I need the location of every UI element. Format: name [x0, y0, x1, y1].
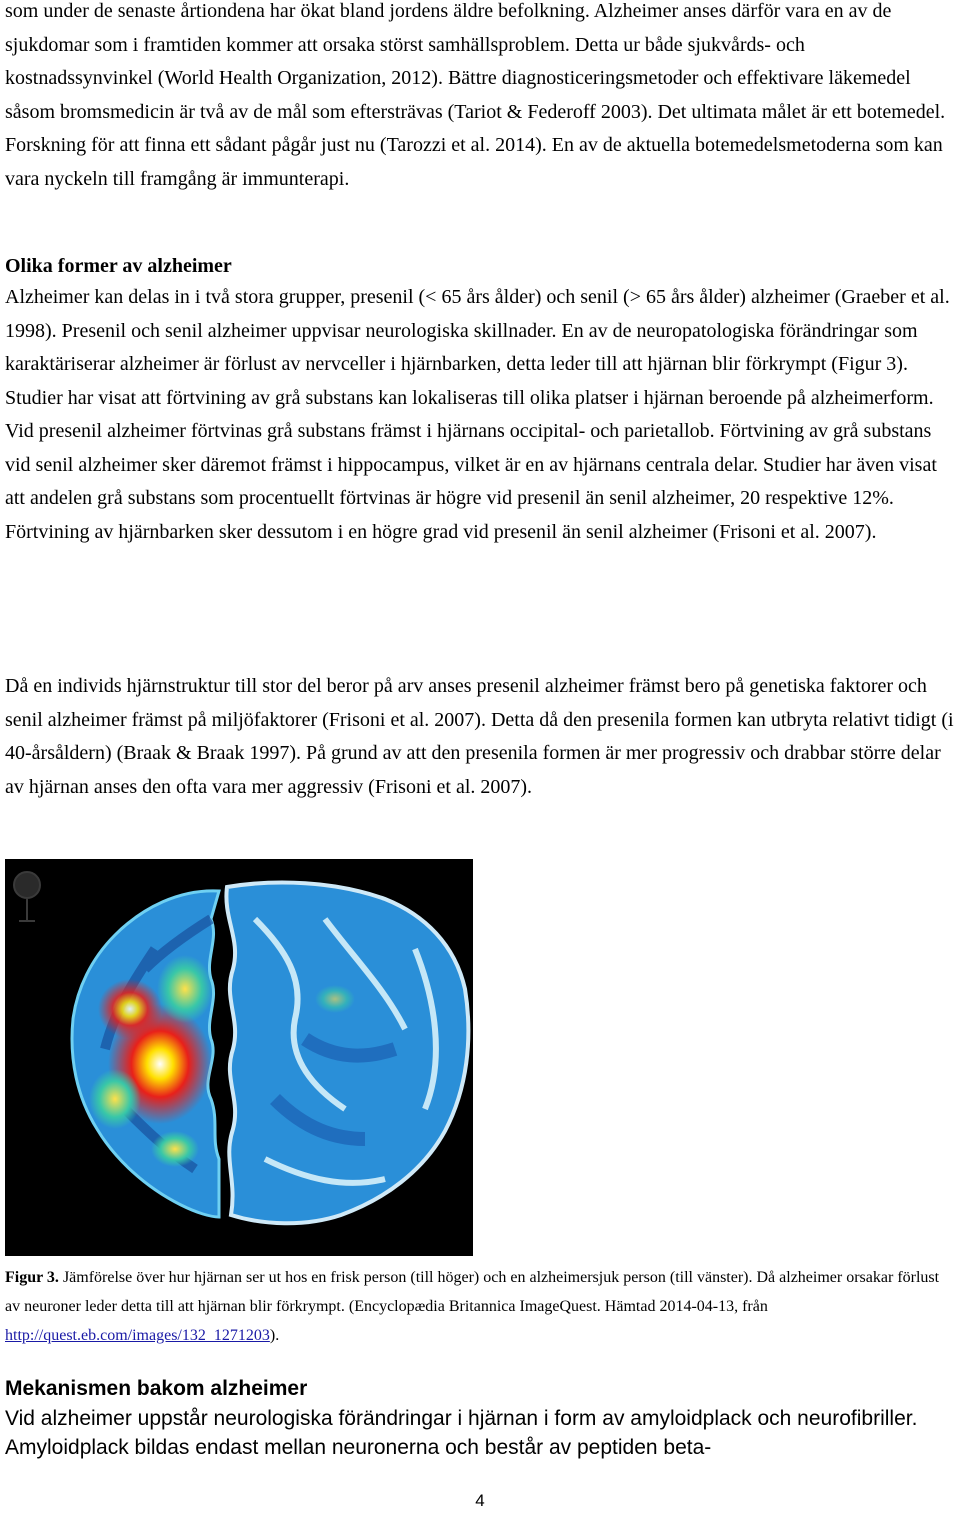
- paragraph-intro: som under de senaste årtiondena har ökat bland jordens äldre befolkning. Alzheimer anses därför vara en av de sjukdomar som i framtiden kommer att orsaka störst samhällsproblem. Detta ur både sjukvårds- och kostnadssynvinkel (World Health Organization, 2012). Bättre diagnosticeringsmetoder och effektivare läkemedel såsom bromsmedicin är två av de mål som eftersträvas (Tariot & Federoff 2003). Det ultimata målet är ett botemedel. Forskning för att finna ett sådant pågår just nu (Tarozzi et al. 2014). En av de aktuella botemedelsmetoderna som kan vara nyckeln till framgång är immunterapi.: [5, 0, 946, 190]
- brain-scan-image: [5, 859, 473, 1256]
- paragraph-mechanism: Vid alzheimer uppstår neurologiska förändringar i hjärnan i form av amyloidplack och neurofibriller. Amyloidplack bildas endast mellan neuronerna och består av peptiden beta-: [5, 1407, 918, 1459]
- figure-caption-text: Jämförelse över hur hjärnan ser ut hos en frisk person (till höger) och en alzheimersjuk person (till vänster). Då alzheimer orsakar förlust av neuroner leder detta till att hjärnan blir förkrympt. (Encyclopædia Britannica ImageQuest. Hämtad 2014-04-13, från: [5, 1269, 940, 1315]
- paragraph-forms: Alzheimer kan delas in i två stora grupper, presenil (< 65 års ålder) och senil (> 65 års ålder) alzheimer (Graeber et al. 1998). Presenil och senil alzheimer uppvisar neurologiska skillnader. En av de neuropatologiska förändringar som karaktäriserar alzheimer är förlust av nervceller i hjärnbarken, detta leder till att hjärnan blir förkrympt (Figur 3). Studier har visat att förtvining av grå substans kan lokaliseras till olika platser i hjärnan beroende på alzheimerform. Vid presenil alzheimer förtvinas grå substans främst i hjärnans occipital- och parietallob. Förtvining av grå substans vid senil alzheimer sker däremot främst i hippocampus, vilket är en av hjärnans centrala delar. Studier har även visat att andelen grå substans som procentuellt förtvinas är högre vid presenil än senil alzheimer, 20 respektive 12%. Förtvining av hjärnbarken sker dessutom i en högre grad vid presenil än senil alzheimer (Frisoni et al. 2007).: [5, 286, 950, 543]
- heading-forms: Olika former av alzheimer: [5, 255, 232, 277]
- figure-source-link[interactable]: http://quest.eb.com/images/132_1271203: [5, 1327, 270, 1344]
- page-number: 4: [475, 1491, 485, 1510]
- figure-caption-end: ).: [269, 1327, 280, 1344]
- heading-mechanism: Mekanismen bakom alzheimer: [5, 1377, 308, 1400]
- tree-logo: [14, 872, 40, 921]
- figure-label: Figur 3.: [5, 1269, 59, 1286]
- paragraph-genetics: Då en individs hjärnstruktur till stor del beror på arv anses presenil alzheimer främst bero på genetiska faktorer och senil alzheimer främst på miljöfaktorer (Frisoni et al. 2007). Detta då den presenila formen kan utbryta relativt tidigt (i 40-årsåldern) (Braak & Braak 1997). På grund av att den presenila formen är mer progressiv och drabbar större delar av hjärnan anses den ofta vara mer aggressiv (Frisoni et al. 2007).: [5, 675, 954, 798]
- figure-caption: [5, 1263, 955, 1350]
- brain-scan-figure: [5, 859, 473, 1256]
